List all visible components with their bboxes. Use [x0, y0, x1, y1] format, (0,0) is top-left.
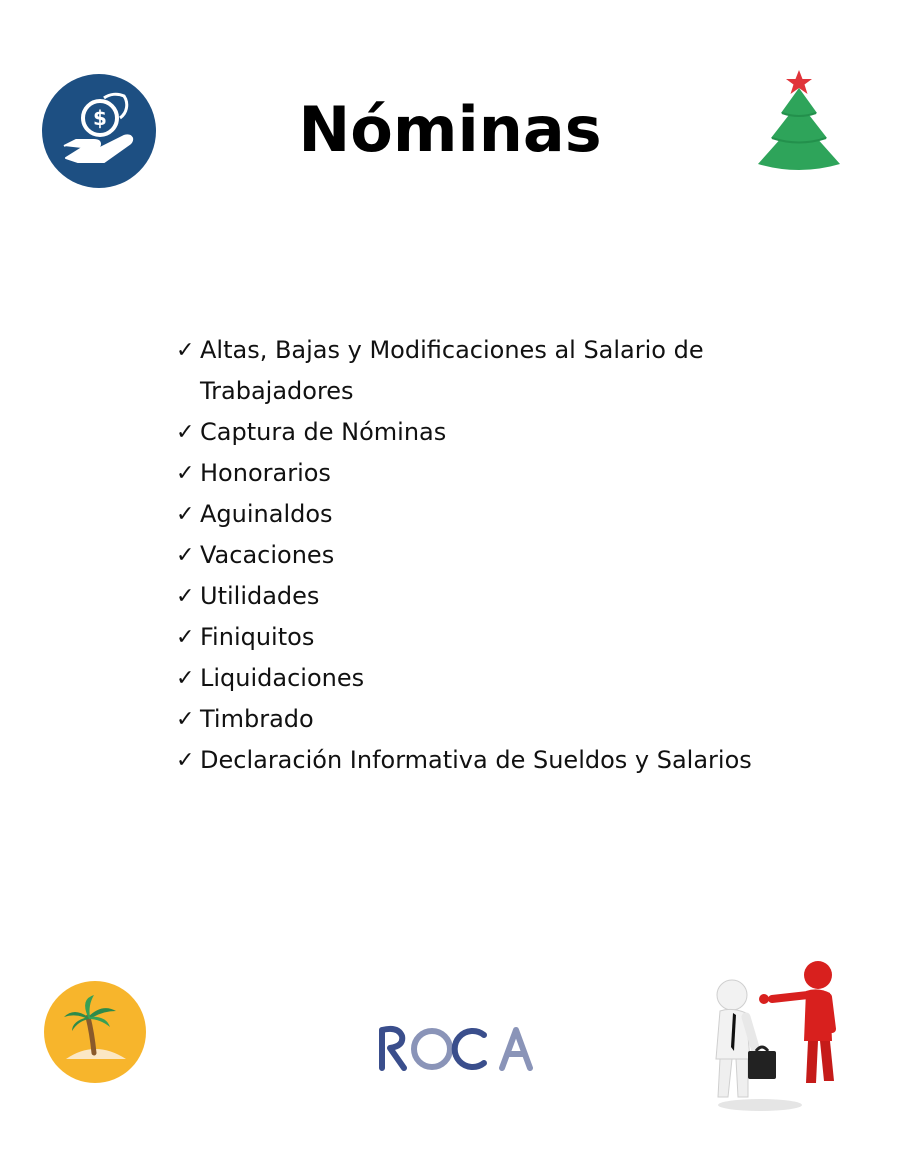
list-item: ✓ Declaración Informativa de Sueldos y Salarios — [176, 740, 816, 781]
christmas-tree-icon — [755, 68, 843, 172]
check-icon: ✓ — [176, 502, 195, 527]
list-item: ✓ Captura de Nóminas — [176, 412, 816, 453]
boss-pointing-illustration — [700, 955, 850, 1115]
check-icon: ✓ — [176, 584, 195, 609]
svg-text:$: $ — [93, 106, 107, 130]
check-icon: ✓ — [176, 707, 195, 732]
list-item: ✓ Altas, Bajas y Modificaciones al Salario de Trabajadores — [176, 330, 816, 412]
list-item: ✓ Vacaciones — [176, 535, 816, 576]
page-title: Nóminas — [298, 93, 602, 166]
list-item: ✓ Finiquitos — [176, 617, 816, 658]
list-item: ✓ Liquidaciones — [176, 658, 816, 699]
check-icon: ✓ — [176, 461, 195, 486]
list-item: ✓ Aguinaldos — [176, 494, 816, 535]
check-icon: ✓ — [176, 420, 195, 445]
palm-island-icon — [44, 981, 146, 1083]
services-list — [176, 330, 816, 781]
list-item: ✓ Timbrado — [176, 699, 816, 740]
list-item: ✓ Honorarios — [176, 453, 816, 494]
check-icon: ✓ — [176, 748, 195, 773]
check-icon: ✓ — [176, 338, 195, 363]
roca-logo — [370, 1010, 540, 1080]
check-icon: ✓ — [176, 666, 195, 691]
check-icon: ✓ — [176, 543, 195, 568]
check-icon: ✓ — [176, 625, 195, 650]
list-item: ✓ Utilidades — [176, 576, 816, 617]
